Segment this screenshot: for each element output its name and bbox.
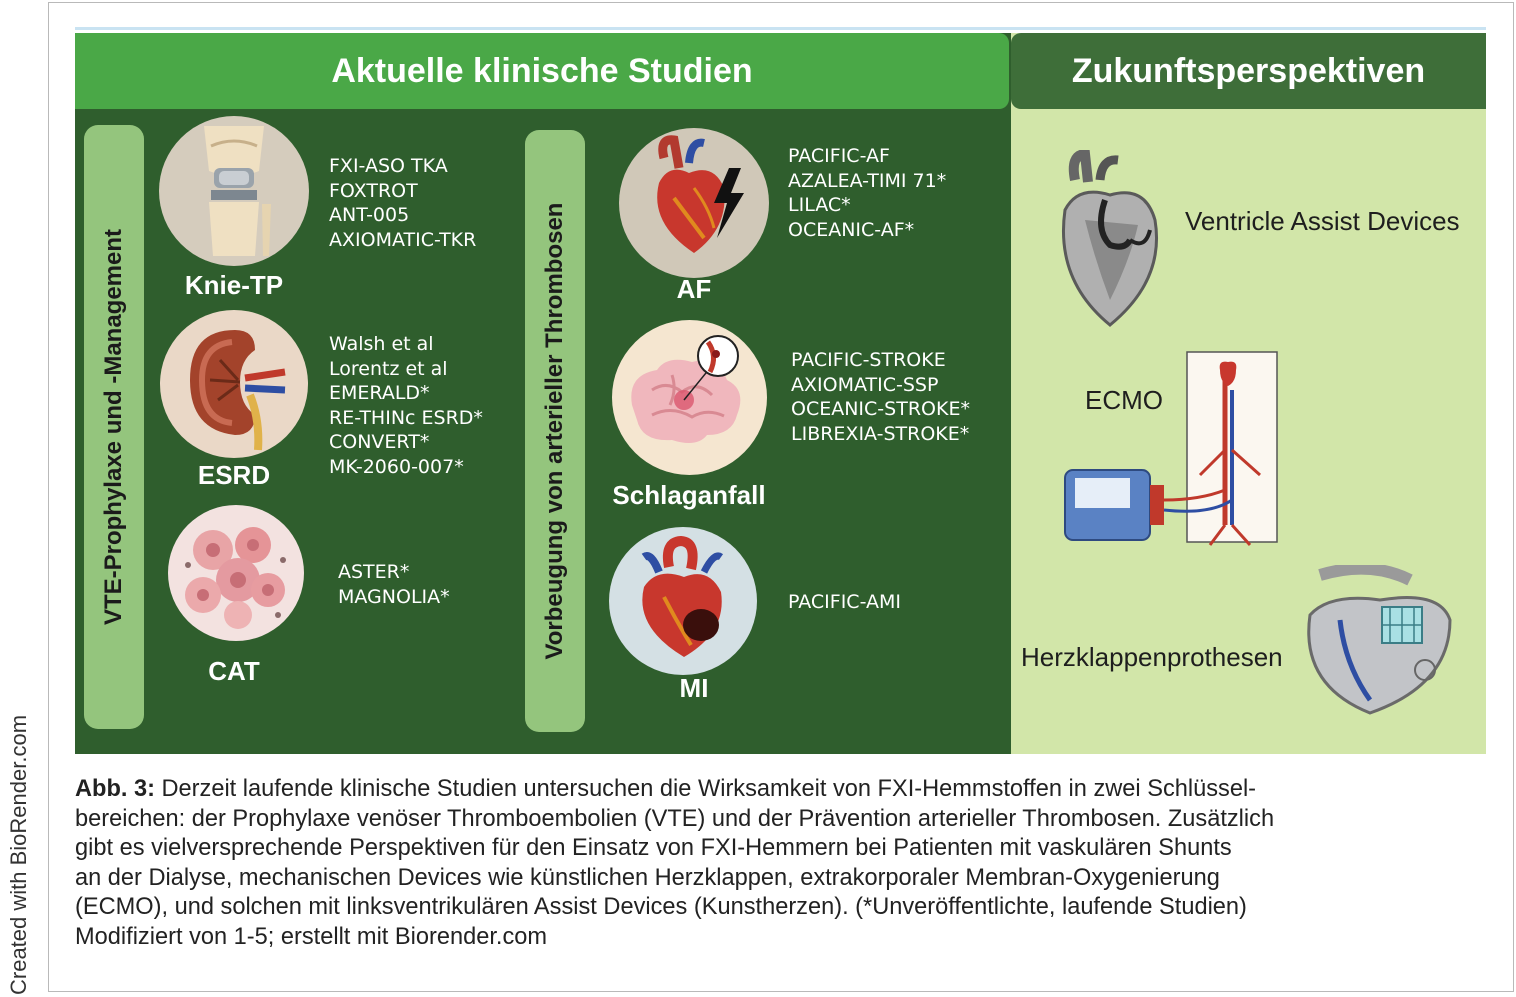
caption-line: gibt es vielversprechende Perspektiven für den Einsatz von FXI-Hemmern bei Patienten mit vaskulären Shunts	[75, 835, 1232, 861]
heart-device-icon	[1050, 150, 1170, 330]
mi-trials	[788, 590, 901, 615]
trial-item: FXI-ASO TKA	[329, 155, 448, 177]
trial-item: OCEANIC-AF*	[788, 218, 915, 241]
caption-line: Derzeit laufende klinische Studien untersuchen die Wirksamkeit von FXI-Hemmstoffen in zwei Schlüssel-	[154, 776, 1257, 802]
trial-item: Lorentz et al	[329, 357, 448, 380]
knee-joint-icon	[159, 116, 309, 266]
vte-label: VTE-Prophylaxe und -Management	[100, 228, 127, 626]
trial-item: FOXTROT	[329, 179, 418, 202]
ecmo-machine-icon	[1060, 350, 1280, 550]
vad-label: Ventricle Assist Devices	[1185, 206, 1460, 236]
trial-item: Walsh et al	[329, 333, 434, 355]
trial-item: MAGNOLIA*	[338, 585, 450, 608]
watermark: Created with BioRender.com	[6, 714, 31, 995]
heart-valve-icon	[1300, 565, 1460, 715]
caption-prefix: Abb. 3:	[75, 776, 155, 802]
heart-lightning-icon	[619, 128, 769, 278]
trial-item: ASTER*	[338, 561, 410, 583]
trial-item: CONVERT*	[329, 431, 430, 453]
esrd-trials	[329, 332, 483, 479]
trial-item: LILAC*	[788, 194, 851, 216]
trial-item: EMERALD*	[329, 382, 430, 404]
trial-item: PACIFIC-AF	[788, 145, 890, 167]
heart-infarct-icon	[609, 527, 757, 675]
af-label: AF	[676, 274, 712, 304]
trial-item: MK-2060-007*	[329, 455, 464, 478]
trial-item: PACIFIC-STROKE	[791, 349, 946, 371]
caption-line: an der Dialyse, mechanischen Devices wie künstlichen Herzklappen, extrakorporaler Membran-Oxygenierung	[75, 864, 1220, 891]
esrd-label: ESRD	[197, 460, 271, 490]
ecmo-label: ECMO	[1085, 385, 1163, 415]
trial-item: PACIFIC-AMI	[788, 591, 902, 613]
brain-icon	[612, 320, 767, 475]
cat-label: CAT	[208, 656, 260, 686]
current-studies-header: Aktuelle klinische Studien	[75, 33, 1009, 109]
trial-item: ANT-005	[329, 204, 410, 226]
future-header: Zukunftsperspektiven	[1011, 33, 1486, 109]
kidney-icon	[160, 310, 308, 458]
trial-item: AXIOMATIC-TKR	[329, 228, 477, 251]
af-trials	[788, 144, 946, 242]
top-rule	[75, 27, 1486, 30]
caption-line: (ECMO), und solchen mit linksventrikulären Assist Devices (Kunstherzen). (*Unveröffentlichte, laufende Studien)	[75, 894, 1247, 920]
knee-trials	[329, 154, 476, 252]
cancer-cells-icon	[168, 505, 304, 641]
trial-item: AZALEA-TIMI 71*	[788, 169, 947, 192]
stroke-trials	[791, 348, 970, 446]
caption-line: bereichen: der Prophylaxe venöser Thromboembolien (VTE) und der Prävention arterieller Thrombosen. Zusätzlich	[75, 805, 1275, 832]
cat-trials	[338, 560, 450, 609]
arterial-label: Vorbeugung von arterieller Thrombosen	[541, 202, 568, 660]
stroke-label: Schlaganfall	[612, 480, 766, 510]
valve-label: Herzklappenprothesen	[1021, 642, 1283, 672]
trial-item: AXIOMATIC-SSP	[791, 373, 939, 396]
trial-item: LIBREXIA-STROKE*	[791, 422, 970, 445]
figure-caption	[75, 775, 1495, 952]
trial-item: RE-THINc ESRD*	[329, 406, 483, 429]
knee-label: Knie-TP	[184, 270, 284, 300]
caption-line: Modifiziert von 1-5; erstellt mit Biorender.com	[75, 923, 548, 950]
trial-item: OCEANIC-STROKE*	[791, 398, 970, 420]
mi-label: MI	[679, 673, 709, 703]
